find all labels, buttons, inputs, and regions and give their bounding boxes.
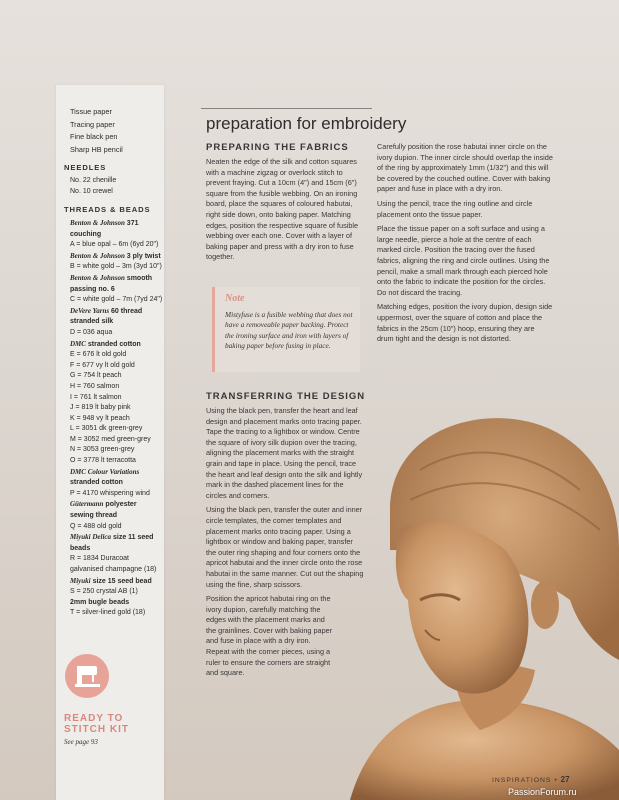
thread-type: stranded cotton <box>85 340 141 348</box>
thread-type: polyester <box>103 501 137 509</box>
thread-entry <box>70 306 166 318</box>
note-label: Note <box>225 293 245 304</box>
thread-type: 3 ply twist <box>124 252 161 260</box>
thread-type: 60 thread <box>109 307 143 315</box>
magazine-name: INSPIRATIONS • <box>492 777 558 784</box>
paragraph: Matching edges, position the ivory dupion, design side uppermost, over the square of cotton and place the fabrics in the 25cm (10") hoop, ensuring they are drum tight and the design is not distorted. <box>377 302 553 344</box>
thread-entry: 2mm bugle beads <box>70 598 130 606</box>
thread-entry <box>70 532 166 544</box>
thread-brand: Benton & Johnson <box>70 219 125 227</box>
note-box <box>212 287 360 372</box>
thread-entry: K = 948 vy lt peach <box>70 414 130 422</box>
list-item: Tissue paper <box>70 107 112 116</box>
kit-title-line: STITCH KIT <box>64 724 129 735</box>
thread-brand: Gütermann <box>70 500 104 509</box>
thread-entry: H = 760 salmon <box>70 382 120 390</box>
watermark: PassionForum.ru <box>508 787 577 797</box>
thread-entry: N = 3053 green-grey <box>70 446 135 454</box>
thread-entry: beads <box>70 544 91 552</box>
page-title: preparation for embroidery <box>206 114 407 133</box>
transferring-body <box>206 406 364 683</box>
threads-list <box>70 218 166 619</box>
needles-list <box>70 176 166 197</box>
paragraph: Using the pencil, trace the ring outline and circle placement onto the tissue paper. <box>377 198 533 219</box>
thread-entry <box>70 467 166 479</box>
needles-heading: NEEDLES <box>64 163 107 172</box>
thread-type: size 15 seed bead <box>90 577 152 585</box>
thread-entry: M = 3052 med green-grey <box>70 435 151 443</box>
thread-brand: Benton & Johnson <box>70 251 125 260</box>
thread-entry <box>70 499 166 511</box>
thread-type: smooth <box>124 274 153 282</box>
thread-entry: R = 1834 Duracoat <box>70 555 129 563</box>
thread-entry: G = 754 lt peach <box>70 372 122 380</box>
sewing-machine-icon <box>65 654 109 698</box>
thread-entry: P = 4170 whispering wind <box>70 489 150 497</box>
section-heading-preparing: PREPARING THE FABRICS <box>206 142 349 153</box>
threads-heading: THREADS & BEADS <box>64 205 151 214</box>
ready-to-stitch-badge <box>65 654 109 698</box>
thread-type: size 11 seed <box>111 534 154 542</box>
thread-entry <box>70 576 166 588</box>
paragraph: Using the black pen, transfer the outer and inner circle templates, the corner templates and placement marks onto tracing paper. Using a lightbox or window and baking paper, transfer the outer ring shaping and four corners onto the apricot habutai and the inner circle onto the rose habutai in the same manner. Cut out the shaping using the fine, sharp scissors. <box>206 505 364 589</box>
kit-title <box>64 713 160 735</box>
thread-entry: couching <box>70 230 102 238</box>
list-item: No. 22 chenille <box>70 177 117 184</box>
thread-brand: Benton & Johnson <box>70 273 125 282</box>
statue-photo <box>330 400 619 800</box>
thread-entry: L = 3051 dk green-grey <box>70 425 143 433</box>
thread-entry: passing no. 6 <box>70 285 115 293</box>
note-text: Mistyfuse is a fusible webbing that does not have a removeable paper backing. Protect the ironing surface and iron with layers of baking paper before fusing in place. <box>225 310 353 351</box>
thread-entry: galvanised champagne (18) <box>70 566 157 573</box>
thread-brand: Miyuki Delica <box>70 533 112 542</box>
paragraph: Place the tissue paper on a soft surface and using a large needle, pierce a hole at the centre of each marked circle. Position the tracing over the fused fabrics, aligning the ring and circle outlines. Using the pencil, make a small mark through each pierced hole onto the fabric to indicate the position for the circles. Do not discard the tracing. <box>377 224 550 297</box>
thread-entry: C = white gold – 7m (7yd 24") <box>70 296 163 304</box>
paragraph: Neaten the edge of the silk and cotton squares with a machine zigzag or overlock stitch to prevent fraying. Cut a 10cm (4") and 15cm (6") square from the fusible webbing. On an ironing board, place the squares of coloured habutai, right side down, onto baking paper. Matching edges, position the respective square of fusible webbing over each one. Cover with a layer of baking paper and press with a dry iron to fuse together. <box>206 157 359 262</box>
thread-entry: I = 761 lt salmon <box>70 393 122 401</box>
thread-entry <box>70 251 166 263</box>
thread-entry: O = 3778 lt terracotta <box>70 457 136 465</box>
thread-entry: stranded cotton <box>70 479 123 487</box>
preparing-body <box>206 157 364 267</box>
thread-entry: F = 677 vy lt old gold <box>70 361 135 369</box>
page-footer <box>492 775 570 784</box>
section-heading-transferring: TRANSFERRING THE DESIGN <box>206 391 366 402</box>
thread-brand: Miyuki <box>70 576 91 585</box>
list-item: Fine black pen <box>70 132 118 142</box>
thread-entry: Q = 488 old gold <box>70 522 122 530</box>
thread-entry: sewing thread <box>70 512 118 520</box>
list-item: Tracing paper <box>70 119 115 129</box>
thread-entry: E = 676 lt old gold <box>70 351 127 359</box>
thread-entry: D = 036 aqua <box>70 328 113 336</box>
requirements-sidebar <box>56 85 164 800</box>
page-number: 27 <box>560 775 570 784</box>
thread-entry: A = blue opal – 6m (6yd 20") <box>70 241 159 249</box>
right-column-body <box>377 142 553 349</box>
kit-title-line: READY TO <box>64 713 124 724</box>
thread-entry <box>70 218 166 230</box>
thread-entry <box>70 339 166 351</box>
requirements-list-top <box>70 106 123 156</box>
thread-entry: J = 819 lt baby pink <box>70 404 131 412</box>
title-rule <box>201 108 372 109</box>
list-item: No. 10 crewel <box>70 187 113 195</box>
thread-entry <box>70 273 166 285</box>
thread-entry: stranded silk <box>70 318 114 326</box>
paragraph: Carefully position the rose habutai inner circle on the ivory dupion. The inner circle should overlap the inside of the ring by approximately 1mm (1/32") and this will be covered by the couched outline. Cover with baking paper and fuse in place with a dry iron. <box>377 142 553 194</box>
thread-entry: T = silver-lined gold (18) <box>70 609 146 617</box>
paragraph: Using the black pen, transfer the heart and leaf design and placement marks onto tracing paper. Tape the tracing to a lightbox or window. Centre the square of ivory silk dupion over the tracing, aligning the placement marks with the straight grain and tape in place. Using the pencil, trace the heart and leaf design onto the silk and lightly mark in the dashed placement lines for the circles and corners. <box>206 406 363 500</box>
thread-brand: DMC <box>70 339 86 348</box>
thread-type: 371 <box>124 220 139 227</box>
list-item: Sharp HB pencil <box>70 144 123 154</box>
paragraph: Position the apricot habutai ring on the ivory dupion, carefully matching the edges with the placement marks and the grainlines. Cover with baking paper and fuse in place with a dry iron. Repeat with the corner pieces, using a ruler to ensure the corners are straight and square. <box>206 594 333 678</box>
thread-entry: B = white gold – 3m (3yd 10") <box>70 263 162 271</box>
thread-entry: S = 250 crystal AB (1) <box>70 588 138 596</box>
thread-brand: DeVere Yarns <box>70 306 110 315</box>
kit-page-reference: See page 93 <box>64 738 98 746</box>
thread-brand: DMC Colour Variations <box>70 467 140 476</box>
